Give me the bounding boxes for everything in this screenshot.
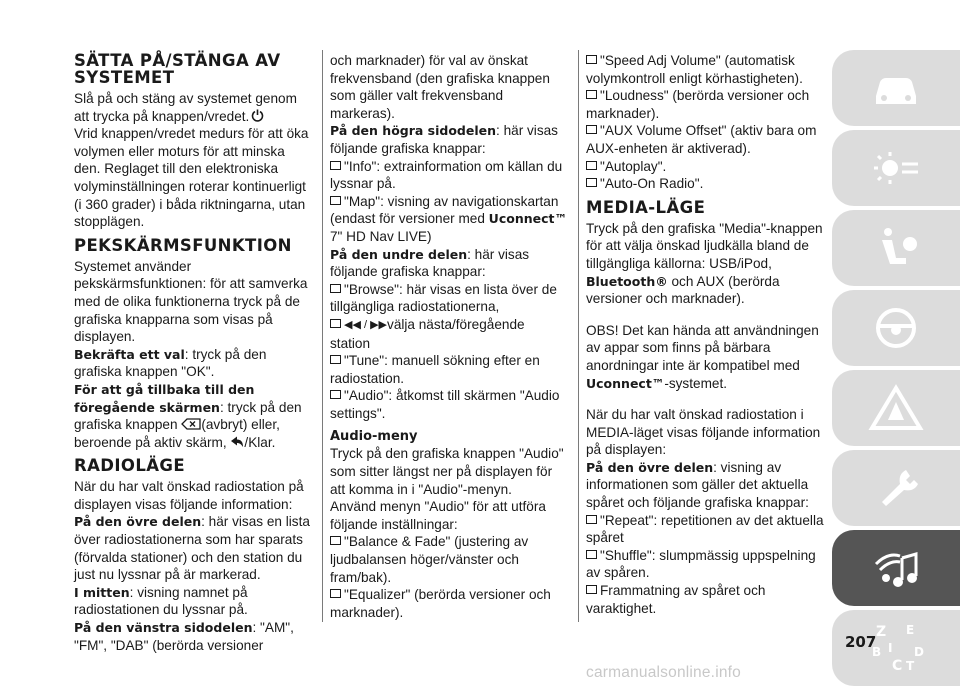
text: /Klar. [244, 434, 276, 450]
power-icon [249, 109, 264, 124]
prev-next-icon: ◀◀ / ▶▶ [344, 318, 388, 331]
text: : "AM", "FM", "DAB" (berörda versioner [74, 620, 294, 653]
paragraph [74, 584, 314, 619]
paragraph: När du har valt önskad radiostation i MEDIA-läget visas följande information på displayen: [586, 407, 821, 458]
label: I mitten [74, 584, 130, 600]
paragraph [74, 381, 314, 451]
label: För att gå tillbaka till den föregående skärmen [74, 381, 255, 415]
car-icon [866, 62, 926, 114]
dashboard-lights-icon [866, 142, 926, 194]
text: : visning av informationen som gäller det aktuella spåret och följande grafiska knappar: [586, 459, 809, 511]
text: : här visas följande grafiska knappar: [330, 246, 530, 280]
brand: Uconnect™ [586, 375, 665, 391]
paragraph [586, 322, 824, 392]
list-item: "Balance & Fade" (justering av ljudbalansen höger/vänster och fram/bak). [330, 533, 568, 586]
text: Slå på och stäng av systemet genom att trycka på knappen/vredet. [74, 91, 297, 124]
paragraph: och marknader) för val av önskat frekvensband (den grafiska knappen som gäller valt frekvensband markeras). [330, 53, 550, 121]
list-item: "Speed Adj Volume" (automatisk volymkontroll enligt körhastigheten). [586, 52, 824, 87]
heading-audio-menu: Audio-meny [330, 429, 418, 445]
label: På den högra sidodelen [330, 123, 497, 139]
list-item: "Autoplay". [586, 158, 824, 176]
tab-emergency[interactable] [832, 370, 960, 446]
back-arrow-icon [230, 435, 244, 450]
warning-triangle-icon [866, 382, 926, 434]
text: 7" HD Nav LIVE) [330, 228, 432, 244]
column-divider [578, 50, 579, 622]
brand: Uconnect™ [488, 211, 567, 227]
column-divider [322, 50, 323, 622]
tab-safety[interactable] [832, 210, 960, 286]
paragraph: När du har valt önskad radiostation på displayen visas följande information: [74, 479, 304, 512]
list-item: "Auto-On Radio". [586, 175, 824, 193]
list-item: "Info": extrainformation om källan du lyssnar på. [330, 158, 568, 193]
multimedia-icon [866, 542, 926, 594]
paragraph: Systemet använder pekskärmsfunktionen: för att samverka med de olika funktionerna tryck på de grafiska knapparna som visas på displayen. [74, 258, 308, 345]
paragraph [330, 246, 568, 281]
text: -systemet. [664, 375, 728, 391]
list-item: "AUX Volume Offset" (aktiv bara om AUX-enheten är aktiverad). [586, 122, 824, 157]
paragraph [586, 220, 824, 308]
text: "Map": visning av navigationskartan (endast för versioner med [330, 193, 559, 227]
list-item: "Repeat": repetitionen av det aktuella spåret [586, 512, 824, 546]
paragraph [74, 513, 314, 583]
paragraph [74, 346, 314, 381]
text: : här visas följande grafiska knappar: [330, 123, 558, 156]
text: : här visas en lista över radiostationerna som har sparats (förvalda stationer) och den station du just nu lyssnar på är markerad. [74, 514, 310, 583]
label: På den vänstra sidodelen [74, 620, 253, 636]
index-letter: D [914, 645, 924, 659]
brand: Bluetooth® [586, 273, 668, 289]
list-item: "Tune": manuell sökning efter en radiostation. [330, 352, 568, 387]
watermark: carmanualsonline.info [586, 664, 741, 681]
heading-media: MEDIA-LÄGE [586, 197, 706, 217]
index-letter: T [906, 659, 915, 673]
label: Bekräfta ett val [74, 346, 185, 362]
tab-multimedia[interactable] [832, 530, 960, 606]
list-item: Frammatning av spåret och varaktighet. [586, 582, 824, 617]
paragraph [586, 459, 824, 512]
text: välja nästa/föregående station [330, 316, 525, 351]
index-letter: Z [876, 624, 887, 640]
list-item: "Shuffle": slumpmässig uppspelning av spåren. [586, 547, 824, 582]
index-letter: I [888, 641, 893, 655]
list-item: "Equalizer" (berörda versioner och marknader). [330, 586, 568, 621]
text: och AUX (berörda versioner och marknader). [586, 273, 780, 307]
wrench-icon [866, 462, 926, 514]
list-item: "Browse": här visas en lista över de tillgängliga radiostationerna, [330, 281, 568, 316]
text: Tryck på den grafiska "Media"-knappen för att välja önskad ljudkälla bland de tillgängliga källorna: USB/iPod, [586, 220, 823, 271]
text: : tryck på den grafiska knappen [74, 399, 302, 433]
column-3 [586, 52, 824, 617]
heading-radio: RADIOLÄGE [74, 456, 186, 476]
column-2 [330, 52, 568, 621]
label: På den undre delen [330, 246, 468, 262]
tab-dashboard-lights[interactable] [832, 130, 960, 206]
text: : visning namnet på radiostationen du lyssnar på. [74, 584, 248, 618]
heading-power: SÄTTA PÅ/STÄNGA AV SYSTEMET [74, 51, 281, 87]
list-item: "Loudness" (berörda versioner och marknader). [586, 87, 824, 122]
list-item: "Audio": åtkomst till skärmen "Audio settings". [330, 387, 568, 422]
tab-maintenance[interactable] [832, 450, 960, 526]
index-letter: C [892, 658, 903, 674]
index-letter: B [872, 645, 882, 659]
tab-driving[interactable] [832, 290, 960, 366]
steering-wheel-icon [866, 302, 926, 354]
text: : tryck på den grafiska knappen "OK". [74, 346, 267, 380]
list-item [330, 193, 568, 246]
column-1 [74, 52, 314, 654]
paragraph: Använd menyn "Audio" för att utföra följande inställningar: [330, 499, 546, 532]
page-number: 207 [845, 633, 877, 651]
index-letter: E [906, 623, 915, 637]
seat-airbag-icon [866, 222, 926, 274]
paragraph: Vrid knappen/vredet medurs för att öka volymen eller moturs för att minska den. Reglaget till den elektroniska volyminställningen roterar kontinuerligt (i 360 grader) i båda riktningarna, utan stopplägen. [74, 126, 309, 230]
label: På den övre delen [74, 514, 202, 530]
text: (avbryt) eller, beroende på aktiv skärm, [74, 417, 280, 450]
tab-car[interactable] [832, 50, 960, 126]
paragraph [330, 122, 568, 157]
backspace-icon [181, 417, 201, 432]
label: På den övre delen [586, 459, 714, 475]
text: OBS! Det kan hända att användningen av appar som finns på bärbara anordningar inte är kompatibel med [586, 322, 819, 373]
paragraph: Tryck på den grafiska knappen "Audio" som sitter längst ner på displayen för att komma in i "Audio"-menyn. [330, 446, 564, 497]
heading-touch: PEKSKÄRMSFUNKTION [74, 235, 292, 255]
chapter-index-sidebar [832, 50, 960, 690]
list-item [330, 316, 568, 352]
paragraph [74, 619, 314, 654]
paragraph [74, 90, 314, 125]
